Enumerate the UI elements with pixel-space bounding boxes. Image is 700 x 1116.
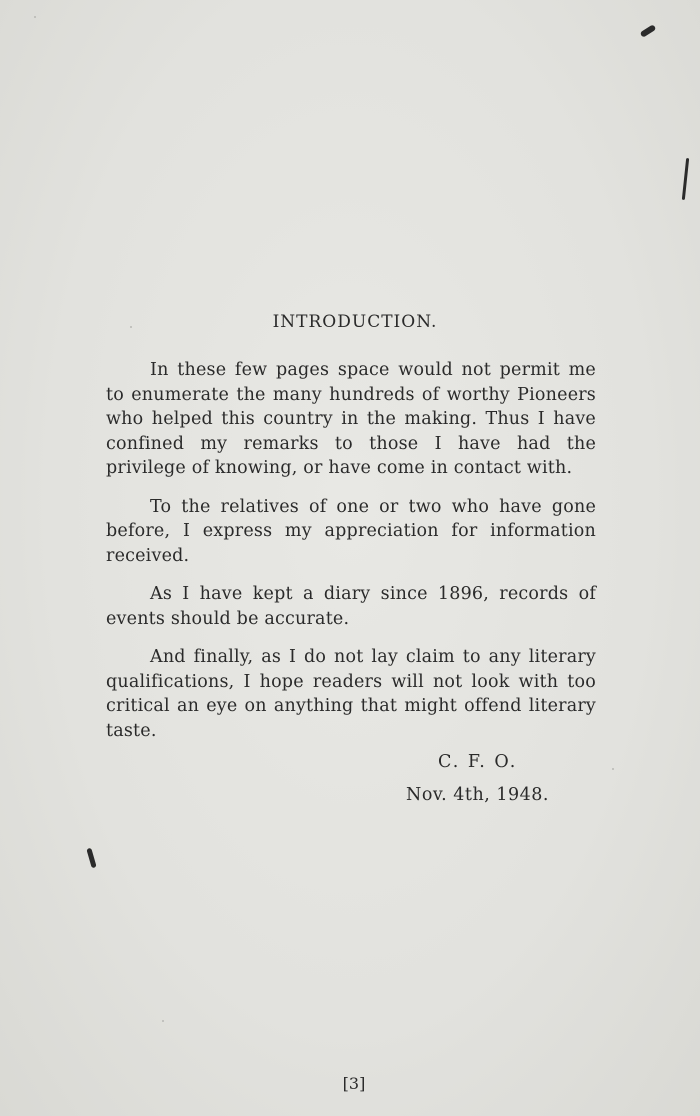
paragraph: And finally, as I do not lay claim to any literary qualifications, I hope readers will not look with too critical an eye on anything that might offend literary taste. — [106, 647, 596, 741]
signature-initials: C. F. O. — [438, 752, 518, 772]
paragraph: As I have kept a diary since 1896, records of events should be accurate. — [106, 584, 596, 629]
paper-speck — [34, 16, 36, 18]
page-title: INTRODUCTION. — [272, 312, 438, 332]
ink-smudge — [640, 24, 657, 38]
paper-speck — [162, 1020, 164, 1022]
paragraph: In these few pages space would not permit me to enumerate the many hundreds of worthy Pioneers who helped this country in the making. Thus I have confined my remarks to those I have had the privilege of knowing, or have come in contact with. — [106, 360, 596, 478]
signature-date: Nov. 4th, 1948. — [406, 785, 549, 805]
ink-smudge — [682, 158, 689, 200]
paper-speck — [612, 768, 614, 770]
paragraph: To the relatives of one or two who have gone before, I express my appreciation for information received. — [106, 496, 596, 566]
page-number: [3] — [342, 1074, 366, 1093]
introduction-text — [106, 358, 596, 757]
ink-smudge — [86, 848, 96, 869]
